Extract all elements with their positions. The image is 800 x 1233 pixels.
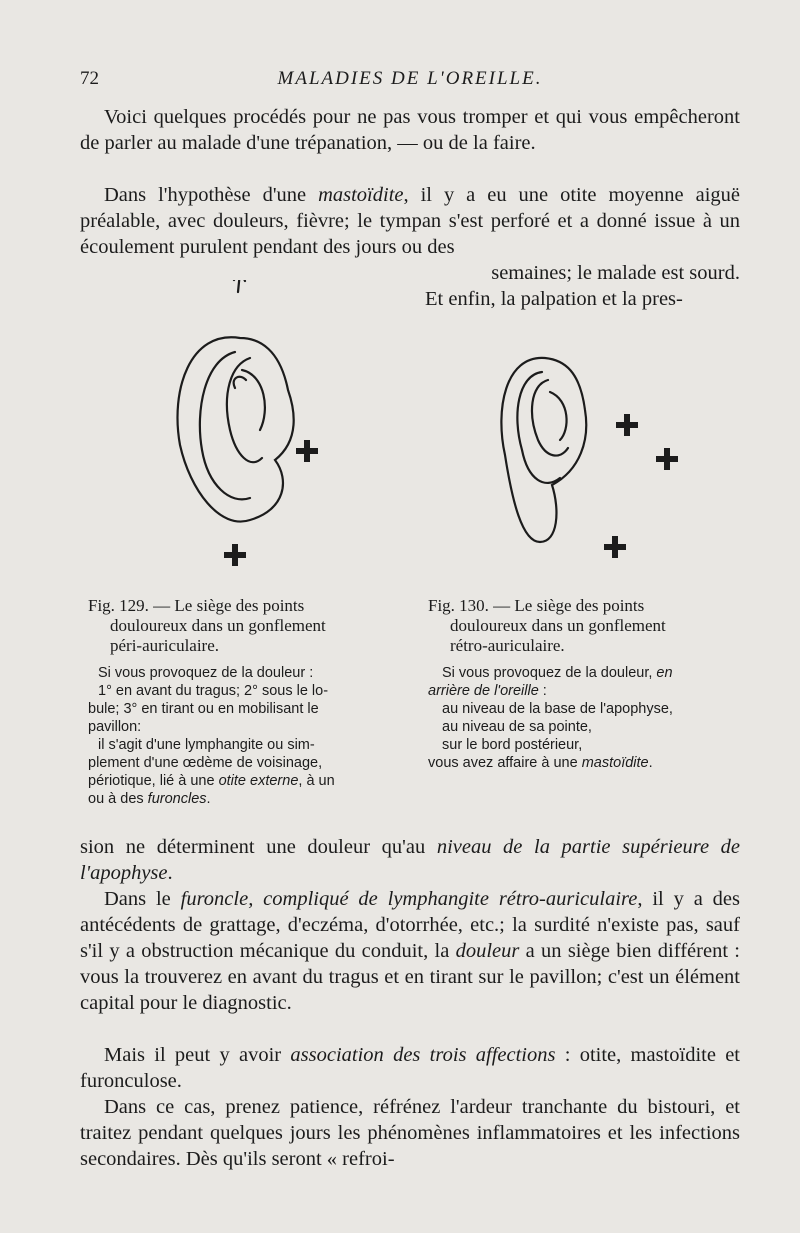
caption-fig-130: Fig. 130. — Le siège des points douloureux dans un gonflement rétro-auriculaire. — [428, 596, 666, 655]
paragraph-hypothesis-cont-2: Et enfin, la palpation et la pres- — [425, 288, 683, 310]
ear-figures — [150, 280, 690, 590]
page-number: 72 — [80, 68, 99, 89]
paragraph-hypothesis: Dans l'hypothèse d'une mastoïdite, il y a eu une otite moyenne aiguë préalable, avec douleurs, fièvre; le tympan s'est perforé et a donné issue à un écoulement purulent pendant des jours ou des — [80, 184, 740, 258]
pain-marks-129 — [224, 440, 318, 566]
cross-mark-5 — [604, 536, 626, 558]
antihelix-129 — [227, 358, 262, 462]
paragraph-body-2: Dans le furoncle, compliqué de lymphangite rétro-auriculaire, il y a des antécédents de grattage, d'eczéma, d'otorrhée, etc.; la surdité n'existe pas, sauf s'il y a obstruction mécanique du conduit, la douleur a un siège bien différent : vous la trouverez en avant du tragus et en tirant sur le pavillon; c'est un élément capital pour le diagnostic. — [80, 888, 740, 1014]
fig-129-text: Si vous provoquez de la douleur : 1° en avant du tragus; 2° sous le lo- bule; 3° en tirant ou en mobilisant le pavillon: il s'agit d'une lymphangite ou sim- plement d'une œdème de voisinage, périotique, lié à une otite externe, à un ou à des furoncles. — [88, 665, 335, 807]
concha-130 — [550, 392, 567, 440]
pain-marks-130 — [604, 414, 678, 558]
fig-130-text: Si vous provoquez de la douleur, en arrière de l'oreille : au niveau de la base de l'apophyse, au niveau de sa pointe, sur le bord postérieur, vous avez affaire à une mastoïdite. — [428, 665, 673, 771]
ear-figure-130 — [501, 358, 586, 542]
helix-129 — [200, 352, 250, 499]
paragraph-body-3: Mais il peut y avoir association des trois affections : otite, mastoïdite et furonculose. — [80, 1044, 740, 1092]
running-title: MALADIES DE L'OREILLE. — [277, 68, 543, 89]
page-header — [80, 68, 740, 98]
helix-130 — [517, 372, 560, 483]
cross-mark-3 — [616, 414, 638, 436]
ear-figure-129 — [178, 280, 294, 522]
cross-mark-2 — [224, 544, 246, 566]
paragraph-body-1: sion ne déterminent une douleur qu'au niveau de la partie supérieure de l'apophyse. — [80, 836, 740, 884]
emphasis-mastoidite: mastoïdite — [318, 184, 404, 206]
cross-mark-1 — [296, 440, 318, 462]
arrow-shaft — [238, 280, 240, 292]
paragraph-intro: Voici quelques procédés pour ne pas vous tromper et qui vous empêcheront de parler au malade d'une trépanation, — ou de la faire. — [80, 106, 740, 154]
tragus-129 — [234, 377, 246, 388]
paragraph-body-4: Dans ce cas, prenez patience, réfrénez l'ardeur tranchante du bistouri, et traitez pendant quelques jours les phénomènes inflammatoires et les infections secondaires. Dès qu'ils seront « refroi- — [80, 1096, 740, 1170]
paragraph-hypothesis-cont-1: semaines; le malade est sourd. — [491, 262, 740, 284]
caption-fig-129: Fig. 129. — Le siège des points douloureux dans un gonflement péri-auriculaire. — [88, 596, 326, 655]
cross-mark-4 — [656, 448, 678, 470]
ear-outline-129 — [178, 337, 294, 521]
